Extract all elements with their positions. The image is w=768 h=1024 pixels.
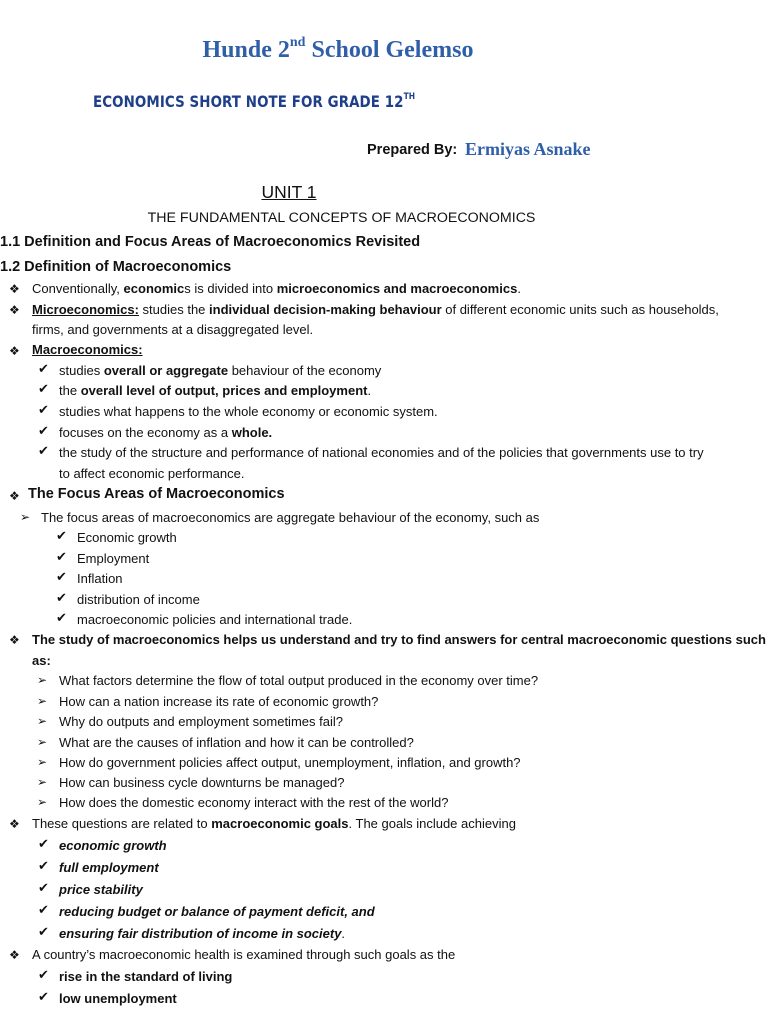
macro-item: the overall level of output, prices and employment. [59, 383, 372, 398]
focus-item: distribution of income [77, 592, 200, 607]
study-paragraph-cont: as: [32, 653, 51, 668]
checkmark-icon: ✔ [38, 903, 49, 918]
macro-item: focuses on the economy as a whole. [59, 425, 273, 440]
section-1-2-heading: 1.2 Definition of Macroeconomics [0, 259, 232, 275]
school-title: Hunde 2nd School Gelemso [202, 35, 474, 63]
focus-intro: The focus areas of macroeconomics are aggregate behaviour of the economy, such as [41, 510, 540, 525]
macroeconomics-label: Macroeconomics: [32, 342, 143, 357]
focus-item: macroeconomic policies and international trade. [77, 612, 353, 627]
diamond-bullet-icon: ❖ [9, 489, 20, 503]
checkmark-icon: ✔ [56, 529, 67, 544]
checkmark-icon: ✔ [38, 382, 49, 397]
paragraph-microeconomics-cont: firms, and governments at a disaggregated level. [32, 322, 314, 337]
arrow-bullet-icon: ➢ [37, 673, 48, 687]
goal-item: full employment [59, 860, 159, 875]
focus-item: Inflation [77, 571, 123, 586]
checkmark-icon: ✔ [38, 444, 49, 459]
paragraph-conventionally: Conventionally, economics is divided into microeconomics and macroeconomics. [32, 281, 521, 296]
focus-areas-heading: The Focus Areas of Macroeconomics [28, 486, 285, 502]
diamond-bullet-icon: ❖ [9, 817, 20, 831]
macro-item: the study of the structure and performance of national economies and of the policies that governments use to try [59, 445, 704, 460]
health-item: rise in the standard of living [59, 969, 233, 984]
arrow-bullet-icon: ➢ [37, 755, 48, 769]
study-paragraph: The study of macroeconomics helps us understand and try to find answers for central macroeconomic questions such [32, 632, 766, 647]
prepared-by-label: Prepared By: [367, 142, 458, 158]
focus-item: Employment [77, 551, 150, 566]
question-item: How can a nation increase its rate of economic growth? [59, 694, 379, 709]
checkmark-icon: ✔ [38, 881, 49, 896]
question-item: How do government policies affect output, unemployment, inflation, and growth? [59, 755, 521, 770]
checkmark-icon: ✔ [38, 362, 49, 377]
question-item: How can business cycle downturns be managed? [59, 775, 345, 790]
diamond-bullet-icon: ❖ [9, 303, 20, 317]
checkmark-icon: ✔ [38, 990, 49, 1005]
question-item: What are the causes of inflation and how it can be controlled? [59, 735, 414, 750]
checkmark-icon: ✔ [56, 611, 67, 626]
arrow-bullet-icon: ➢ [37, 694, 48, 708]
goal-item: price stability [59, 882, 143, 897]
goal-item: economic growth [59, 838, 167, 853]
macro-item: studies what happens to the whole economy or economic system. [59, 404, 438, 419]
macro-item: studies overall or aggregate behaviour of the economy [59, 363, 382, 378]
paragraph-microeconomics: Microeconomics: studies the individual decision-making behaviour of different economic units such as households, [32, 302, 719, 317]
goal-item: ensuring fair distribution of income in society. [59, 926, 346, 941]
document-subtitle: ECONOMICS SHORT NOTE FOR GRADE 12TH [93, 91, 416, 111]
question-item: Why do outputs and employment sometimes fail? [59, 714, 343, 729]
section-1-1-heading: 1.1 Definition and Focus Areas of Macroeconomics Revisited [0, 234, 421, 250]
author-name: Ermiyas Asnake [465, 139, 591, 159]
diamond-bullet-icon: ❖ [9, 948, 20, 962]
checkmark-icon: ✔ [38, 403, 49, 418]
goals-intro: These questions are related to macroeconomic goals. The goals include achieving [32, 816, 516, 831]
checkmark-icon: ✔ [38, 968, 49, 983]
arrow-bullet-icon: ➢ [20, 510, 31, 524]
diamond-bullet-icon: ❖ [9, 344, 20, 358]
checkmark-icon: ✔ [38, 859, 49, 874]
health-item: low unemployment [59, 991, 177, 1006]
checkmark-icon: ✔ [56, 570, 67, 585]
macro-item-cont: to affect economic performance. [59, 466, 245, 481]
checkmark-icon: ✔ [38, 424, 49, 439]
checkmark-icon: ✔ [56, 550, 67, 565]
unit-title: THE FUNDAMENTAL CONCEPTS OF MACROECONOMICS [147, 210, 536, 226]
arrow-bullet-icon: ➢ [37, 735, 48, 749]
checkmark-icon: ✔ [56, 591, 67, 606]
arrow-bullet-icon: ➢ [37, 775, 48, 789]
diamond-bullet-icon: ❖ [9, 282, 20, 296]
unit-number: UNIT 1 [261, 182, 317, 202]
checkmark-icon: ✔ [38, 925, 49, 940]
health-intro: A country’s macroeconomic health is examined through such goals as the [32, 947, 456, 962]
question-item: What factors determine the flow of total output produced in the economy over time? [59, 673, 539, 688]
checkmark-icon: ✔ [38, 837, 49, 852]
arrow-bullet-icon: ➢ [37, 714, 48, 728]
goal-item: reducing budget or balance of payment deficit, and [59, 904, 375, 919]
arrow-bullet-icon: ➢ [37, 795, 48, 809]
focus-item: Economic growth [77, 530, 177, 545]
diamond-bullet-icon: ❖ [9, 633, 20, 647]
question-item: How does the domestic economy interact with the rest of the world? [59, 795, 449, 810]
